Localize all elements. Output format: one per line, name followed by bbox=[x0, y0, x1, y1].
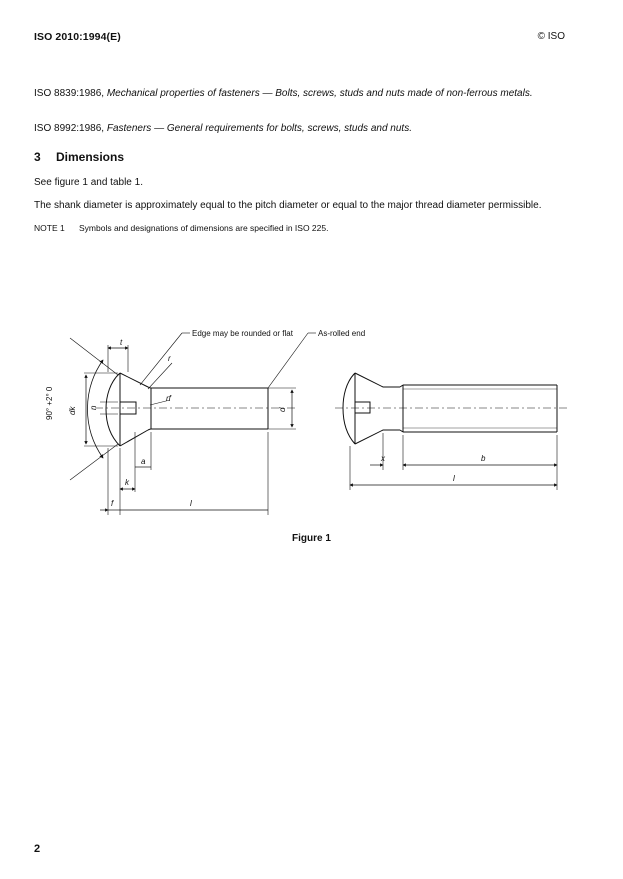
figure-1-drawing bbox=[0, 320, 623, 530]
section-heading bbox=[34, 150, 124, 164]
reference-title: Mechanical properties of fasteners — Bolts, screws, studs and nuts made of non-ferrous metals. bbox=[106, 88, 533, 99]
label-rf: rf bbox=[166, 394, 171, 403]
reference-title: Fasteners — General requirements for bolts, screws, studs and nuts. bbox=[106, 123, 412, 134]
reference-code: ISO 8992:1986, bbox=[34, 123, 105, 134]
reference-code: ISO 8839:1986, bbox=[34, 88, 105, 99]
label-edge: Edge may be rounded or flat bbox=[192, 329, 293, 338]
section-title: Dimensions bbox=[56, 150, 125, 164]
label-k: k bbox=[125, 478, 129, 487]
right-screw-head bbox=[343, 373, 383, 444]
right-screw-shank bbox=[383, 385, 557, 432]
label-dk: dk bbox=[68, 406, 77, 415]
label-b: b bbox=[481, 454, 486, 463]
label-d: d bbox=[278, 407, 287, 412]
standard-number: ISO 2010:1994(E) bbox=[34, 31, 121, 43]
reference-iso-8992 bbox=[34, 122, 565, 135]
paragraph-shank-diameter: The shank diameter is approximately equal to the pitch diameter or equal to the major thread diameter permissible. bbox=[34, 200, 542, 211]
note-label: NOTE 1 bbox=[34, 223, 65, 233]
note-text: Symbols and designations of dimensions are specified in ISO 225. bbox=[79, 223, 329, 233]
reference-iso-8839 bbox=[34, 87, 565, 100]
label-l-right: l bbox=[453, 474, 455, 483]
figure-caption: Figure 1 bbox=[292, 533, 331, 544]
section-number: 3 bbox=[34, 150, 41, 164]
label-x: x bbox=[381, 454, 385, 463]
note bbox=[34, 222, 565, 235]
label-l-left: l bbox=[190, 499, 192, 508]
left-screw-head bbox=[106, 373, 151, 446]
label-n: n bbox=[89, 405, 98, 410]
label-f: f bbox=[111, 499, 114, 508]
copyright-mark: © ISO bbox=[537, 31, 565, 42]
page-number: 2 bbox=[34, 843, 41, 855]
label-end: As-rolled end bbox=[318, 329, 366, 338]
label-a: a bbox=[141, 457, 146, 466]
label-angle: 90° +2° 0 bbox=[45, 386, 54, 420]
paragraph-see-figure: See figure 1 and table 1. bbox=[34, 177, 143, 188]
label-r: r bbox=[168, 354, 171, 363]
label-t: t bbox=[120, 338, 123, 347]
